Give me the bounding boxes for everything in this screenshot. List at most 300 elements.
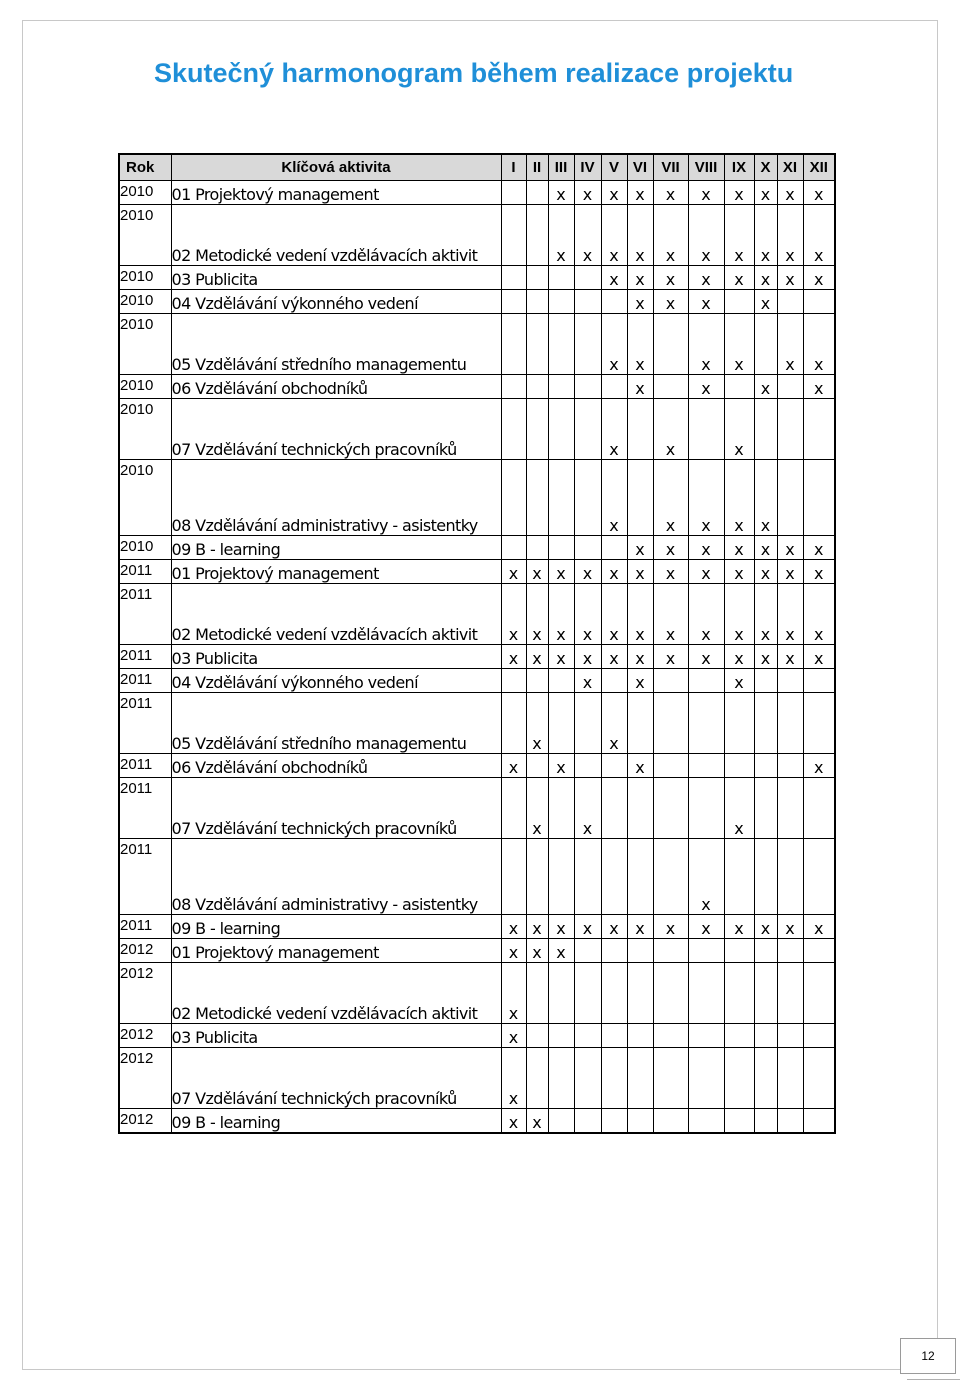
month-mark-cell [724, 939, 754, 963]
month-mark-cell [574, 1109, 601, 1134]
month-mark-cell: x [724, 536, 754, 560]
month-mark-cell: x [803, 314, 835, 375]
month-mark-cell [754, 839, 777, 915]
month-mark-cell: x [501, 645, 526, 669]
month-mark-cell [777, 963, 803, 1024]
schedule-table [118, 153, 836, 1134]
month-mark-cell: x [653, 536, 688, 560]
month-mark-cell: x [574, 778, 601, 839]
month-mark-cell: x [574, 584, 601, 645]
month-mark-cell: x [688, 915, 724, 939]
header-year: Rok [119, 154, 171, 181]
month-mark-cell: x [601, 205, 627, 266]
month-mark-cell [501, 839, 526, 915]
year-cell: 2012 [119, 1024, 171, 1048]
month-mark-cell [627, 839, 653, 915]
month-mark-cell [688, 399, 724, 460]
month-mark-cell: x [526, 584, 548, 645]
header-month: VII [653, 154, 688, 181]
table-row [119, 915, 835, 939]
activity-cell: 04 Vzdělávání výkonného vedení [171, 669, 501, 693]
month-mark-cell [688, 1109, 724, 1134]
month-mark-cell [724, 693, 754, 754]
month-mark-cell: x [548, 915, 574, 939]
month-mark-cell [724, 839, 754, 915]
month-mark-cell [548, 1024, 574, 1048]
month-mark-cell [803, 1024, 835, 1048]
month-mark-cell: x [501, 1024, 526, 1048]
month-mark-cell: x [754, 181, 777, 205]
header-row [119, 154, 835, 181]
header-month: X [754, 154, 777, 181]
activity-cell: 01 Projektový management [171, 181, 501, 205]
month-mark-cell [574, 460, 601, 536]
month-mark-cell [601, 1109, 627, 1134]
month-mark-cell: x [653, 645, 688, 669]
month-mark-cell [574, 536, 601, 560]
month-mark-cell: x [724, 584, 754, 645]
month-mark-cell [754, 778, 777, 839]
month-mark-cell: x [803, 375, 835, 399]
month-mark-cell: x [501, 754, 526, 778]
activity-cell: 03 Publicita [171, 645, 501, 669]
month-mark-cell: x [754, 266, 777, 290]
month-mark-cell [777, 290, 803, 314]
month-mark-cell [548, 290, 574, 314]
month-mark-cell [526, 1024, 548, 1048]
month-mark-cell [627, 693, 653, 754]
month-mark-cell [754, 1024, 777, 1048]
month-mark-cell: x [688, 375, 724, 399]
table-row [119, 181, 835, 205]
activity-cell: 02 Metodické vedení vzdělávacích aktivit [171, 205, 501, 266]
month-mark-cell [601, 754, 627, 778]
year-cell: 2010 [119, 536, 171, 560]
table-row [119, 560, 835, 584]
month-mark-cell [548, 399, 574, 460]
month-mark-cell [777, 1109, 803, 1134]
month-mark-cell [754, 669, 777, 693]
month-mark-cell: x [777, 266, 803, 290]
month-mark-cell [574, 963, 601, 1024]
month-mark-cell [754, 314, 777, 375]
month-mark-cell: x [627, 205, 653, 266]
month-mark-cell: x [724, 645, 754, 669]
table-row [119, 669, 835, 693]
month-mark-cell [574, 1048, 601, 1109]
page-number: 12 [900, 1338, 956, 1374]
month-mark-cell [754, 939, 777, 963]
month-mark-cell: x [574, 669, 601, 693]
year-cell: 2010 [119, 290, 171, 314]
month-mark-cell [548, 460, 574, 536]
month-mark-cell [526, 375, 548, 399]
table-row [119, 1109, 835, 1134]
month-mark-cell [574, 839, 601, 915]
month-mark-cell [574, 290, 601, 314]
month-mark-cell [574, 754, 601, 778]
activity-cell: 07 Vzdělávání technických pracovníků [171, 1048, 501, 1109]
month-mark-cell [777, 693, 803, 754]
month-mark-cell [574, 939, 601, 963]
month-mark-cell: x [548, 181, 574, 205]
month-mark-cell: x [724, 399, 754, 460]
month-mark-cell [803, 399, 835, 460]
month-mark-cell: x [526, 939, 548, 963]
month-mark-cell: x [688, 205, 724, 266]
month-mark-cell: x [627, 181, 653, 205]
month-mark-cell [688, 1048, 724, 1109]
month-mark-cell: x [688, 645, 724, 669]
month-mark-cell [501, 290, 526, 314]
month-mark-cell: x [724, 560, 754, 584]
month-mark-cell: x [627, 560, 653, 584]
month-mark-cell: x [627, 314, 653, 375]
month-mark-cell [501, 314, 526, 375]
month-mark-cell [501, 205, 526, 266]
month-mark-cell [548, 693, 574, 754]
month-mark-cell [754, 1048, 777, 1109]
month-mark-cell [688, 939, 724, 963]
month-mark-cell: x [803, 181, 835, 205]
month-mark-cell: x [601, 181, 627, 205]
month-mark-cell: x [501, 915, 526, 939]
table-row [119, 1048, 835, 1109]
month-mark-cell: x [526, 645, 548, 669]
table-row [119, 963, 835, 1024]
month-mark-cell [803, 693, 835, 754]
year-cell: 2011 [119, 754, 171, 778]
month-mark-cell: x [601, 460, 627, 536]
month-mark-cell [688, 1024, 724, 1048]
header-activity: Klíčová aktivita [171, 154, 501, 181]
table-row [119, 375, 835, 399]
month-mark-cell [526, 669, 548, 693]
year-cell: 2012 [119, 1109, 171, 1134]
month-mark-cell: x [601, 399, 627, 460]
table-row [119, 314, 835, 375]
month-mark-cell: x [627, 669, 653, 693]
month-mark-cell: x [627, 266, 653, 290]
month-mark-cell [627, 778, 653, 839]
month-mark-cell: x [754, 584, 777, 645]
month-mark-cell: x [803, 266, 835, 290]
month-mark-cell: x [724, 778, 754, 839]
month-mark-cell [724, 1024, 754, 1048]
month-mark-cell: x [601, 266, 627, 290]
month-mark-cell: x [688, 460, 724, 536]
month-mark-cell: x [754, 536, 777, 560]
month-mark-cell [501, 399, 526, 460]
year-cell: 2011 [119, 584, 171, 645]
month-mark-cell: x [803, 645, 835, 669]
month-mark-cell: x [653, 584, 688, 645]
month-mark-cell [627, 1024, 653, 1048]
month-mark-cell [548, 963, 574, 1024]
month-mark-cell [526, 181, 548, 205]
month-mark-cell [548, 778, 574, 839]
month-mark-cell [574, 1024, 601, 1048]
page-title: Skutečný harmonogram během realizace projektu [154, 58, 794, 88]
month-mark-cell [653, 375, 688, 399]
month-mark-cell: x [653, 266, 688, 290]
activity-cell: 08 Vzdělávání administrativy - asistentky [171, 460, 501, 536]
month-mark-cell: x [653, 560, 688, 584]
month-mark-cell [601, 375, 627, 399]
month-mark-cell: x [803, 560, 835, 584]
month-mark-cell: x [653, 205, 688, 266]
month-mark-cell [548, 1109, 574, 1134]
table-row [119, 266, 835, 290]
year-cell: 2012 [119, 1048, 171, 1109]
month-mark-cell: x [574, 205, 601, 266]
table-row [119, 754, 835, 778]
month-mark-cell [501, 460, 526, 536]
month-mark-cell [627, 963, 653, 1024]
year-cell: 2011 [119, 693, 171, 754]
month-mark-cell: x [724, 181, 754, 205]
month-mark-cell [653, 1024, 688, 1048]
month-mark-cell: x [501, 939, 526, 963]
month-mark-cell: x [688, 314, 724, 375]
month-mark-cell [526, 1048, 548, 1109]
month-mark-cell [653, 693, 688, 754]
month-mark-cell: x [627, 754, 653, 778]
month-mark-cell [754, 1109, 777, 1134]
month-mark-cell [688, 669, 724, 693]
month-mark-cell: x [688, 181, 724, 205]
month-mark-cell: x [548, 645, 574, 669]
month-mark-cell: x [754, 460, 777, 536]
month-mark-cell: x [627, 584, 653, 645]
month-mark-cell [574, 375, 601, 399]
table-row [119, 536, 835, 560]
activity-cell: 05 Vzdělávání středního managementu [171, 314, 501, 375]
month-mark-cell [754, 754, 777, 778]
month-mark-cell: x [548, 754, 574, 778]
month-mark-cell [548, 266, 574, 290]
header-month: III [548, 154, 574, 181]
month-mark-cell: x [548, 205, 574, 266]
month-mark-cell [601, 1048, 627, 1109]
month-mark-cell [601, 939, 627, 963]
month-mark-cell [548, 314, 574, 375]
month-mark-cell [803, 839, 835, 915]
month-mark-cell: x [803, 915, 835, 939]
activity-cell: 06 Vzdělávání obchodníků [171, 754, 501, 778]
activity-cell: 07 Vzdělávání technických pracovníků [171, 399, 501, 460]
year-cell: 2011 [119, 839, 171, 915]
activity-cell: 06 Vzdělávání obchodníků [171, 375, 501, 399]
month-mark-cell: x [777, 560, 803, 584]
table-row [119, 205, 835, 266]
month-mark-cell: x [627, 290, 653, 314]
month-mark-cell [574, 266, 601, 290]
month-mark-cell [548, 375, 574, 399]
month-mark-cell [526, 460, 548, 536]
month-mark-cell [777, 1048, 803, 1109]
month-mark-cell: x [688, 266, 724, 290]
month-mark-cell [501, 181, 526, 205]
table-row [119, 399, 835, 460]
month-mark-cell: x [724, 314, 754, 375]
activity-cell: 07 Vzdělávání technických pracovníků [171, 778, 501, 839]
month-mark-cell [601, 963, 627, 1024]
month-mark-cell [803, 1048, 835, 1109]
month-mark-cell: x [688, 290, 724, 314]
month-mark-cell [754, 399, 777, 460]
month-mark-cell: x [574, 915, 601, 939]
month-mark-cell [777, 754, 803, 778]
activity-cell: 01 Projektový management [171, 560, 501, 584]
activity-cell: 03 Publicita [171, 1024, 501, 1048]
month-mark-cell: x [653, 460, 688, 536]
month-mark-cell [688, 778, 724, 839]
activity-cell: 01 Projektový management [171, 939, 501, 963]
month-mark-cell [653, 1048, 688, 1109]
year-cell: 2012 [119, 939, 171, 963]
month-mark-cell: x [688, 584, 724, 645]
month-mark-cell [601, 290, 627, 314]
month-mark-cell [688, 754, 724, 778]
month-mark-cell: x [601, 693, 627, 754]
month-mark-cell: x [501, 1109, 526, 1134]
month-mark-cell: x [777, 645, 803, 669]
header-month: VI [627, 154, 653, 181]
year-cell: 2010 [119, 399, 171, 460]
month-mark-cell [627, 939, 653, 963]
month-mark-cell: x [777, 205, 803, 266]
month-mark-cell [526, 536, 548, 560]
month-mark-cell: x [501, 584, 526, 645]
month-mark-cell: x [627, 915, 653, 939]
month-mark-cell: x [754, 560, 777, 584]
month-mark-cell [526, 399, 548, 460]
month-mark-cell [777, 778, 803, 839]
month-mark-cell [724, 1109, 754, 1134]
month-mark-cell [653, 314, 688, 375]
month-mark-cell [601, 536, 627, 560]
month-mark-cell [724, 963, 754, 1024]
month-mark-cell [777, 669, 803, 693]
month-mark-cell [724, 1048, 754, 1109]
month-mark-cell: x [754, 645, 777, 669]
year-cell: 2011 [119, 645, 171, 669]
month-mark-cell [601, 669, 627, 693]
month-mark-cell [548, 536, 574, 560]
activity-cell: 02 Metodické vedení vzdělávacích aktivit [171, 963, 501, 1024]
table-row [119, 584, 835, 645]
month-mark-cell: x [574, 181, 601, 205]
year-cell: 2010 [119, 460, 171, 536]
month-mark-cell: x [574, 560, 601, 584]
month-mark-cell: x [724, 915, 754, 939]
month-mark-cell: x [526, 560, 548, 584]
schedule-body [119, 181, 835, 1134]
header-month: V [601, 154, 627, 181]
table-row [119, 939, 835, 963]
month-mark-cell: x [724, 205, 754, 266]
year-cell: 2010 [119, 375, 171, 399]
month-mark-cell [501, 778, 526, 839]
month-mark-cell: x [754, 375, 777, 399]
year-cell: 2011 [119, 915, 171, 939]
month-mark-cell [627, 1048, 653, 1109]
month-mark-cell: x [653, 181, 688, 205]
header-month: IX [724, 154, 754, 181]
month-mark-cell [548, 669, 574, 693]
month-mark-cell: x [803, 205, 835, 266]
header-month: II [526, 154, 548, 181]
month-mark-cell: x [724, 460, 754, 536]
year-cell: 2010 [119, 266, 171, 290]
month-mark-cell [803, 939, 835, 963]
month-mark-cell: x [526, 693, 548, 754]
header-month: VIII [688, 154, 724, 181]
month-mark-cell [803, 460, 835, 536]
month-mark-cell [653, 778, 688, 839]
year-cell: 2011 [119, 669, 171, 693]
month-mark-cell [526, 963, 548, 1024]
month-mark-cell [501, 669, 526, 693]
month-mark-cell [501, 536, 526, 560]
month-mark-cell: x [653, 399, 688, 460]
month-mark-cell: x [548, 560, 574, 584]
month-mark-cell: x [601, 645, 627, 669]
month-mark-cell [724, 375, 754, 399]
activity-cell: 05 Vzdělávání středního managementu [171, 693, 501, 754]
month-mark-cell [688, 693, 724, 754]
month-mark-cell [526, 314, 548, 375]
month-mark-cell [526, 754, 548, 778]
year-cell: 2012 [119, 963, 171, 1024]
month-mark-cell: x [803, 754, 835, 778]
month-mark-cell: x [501, 560, 526, 584]
month-mark-cell: x [526, 915, 548, 939]
year-cell: 2010 [119, 181, 171, 205]
table-row [119, 645, 835, 669]
month-mark-cell: x [526, 1109, 548, 1134]
month-mark-cell: x [688, 560, 724, 584]
table-row [119, 290, 835, 314]
month-mark-cell [653, 1109, 688, 1134]
month-mark-cell: x [601, 584, 627, 645]
month-mark-cell [777, 375, 803, 399]
month-mark-cell [803, 290, 835, 314]
month-mark-cell [501, 693, 526, 754]
activity-cell: 03 Publicita [171, 266, 501, 290]
month-mark-cell [777, 839, 803, 915]
activity-cell: 09 B - learning [171, 536, 501, 560]
month-mark-cell: x [754, 205, 777, 266]
month-mark-cell [724, 290, 754, 314]
month-mark-cell: x [777, 584, 803, 645]
month-mark-cell [574, 314, 601, 375]
month-mark-cell [627, 1109, 653, 1134]
table-row [119, 460, 835, 536]
month-mark-cell: x [653, 290, 688, 314]
month-mark-cell: x [627, 536, 653, 560]
year-cell: 2010 [119, 205, 171, 266]
month-mark-cell [803, 963, 835, 1024]
header-month: IV [574, 154, 601, 181]
activity-cell: 09 B - learning [171, 1109, 501, 1134]
month-mark-cell: x [754, 290, 777, 314]
month-mark-cell [803, 669, 835, 693]
month-mark-cell: x [601, 314, 627, 375]
table-row [119, 839, 835, 915]
table-row [119, 1024, 835, 1048]
